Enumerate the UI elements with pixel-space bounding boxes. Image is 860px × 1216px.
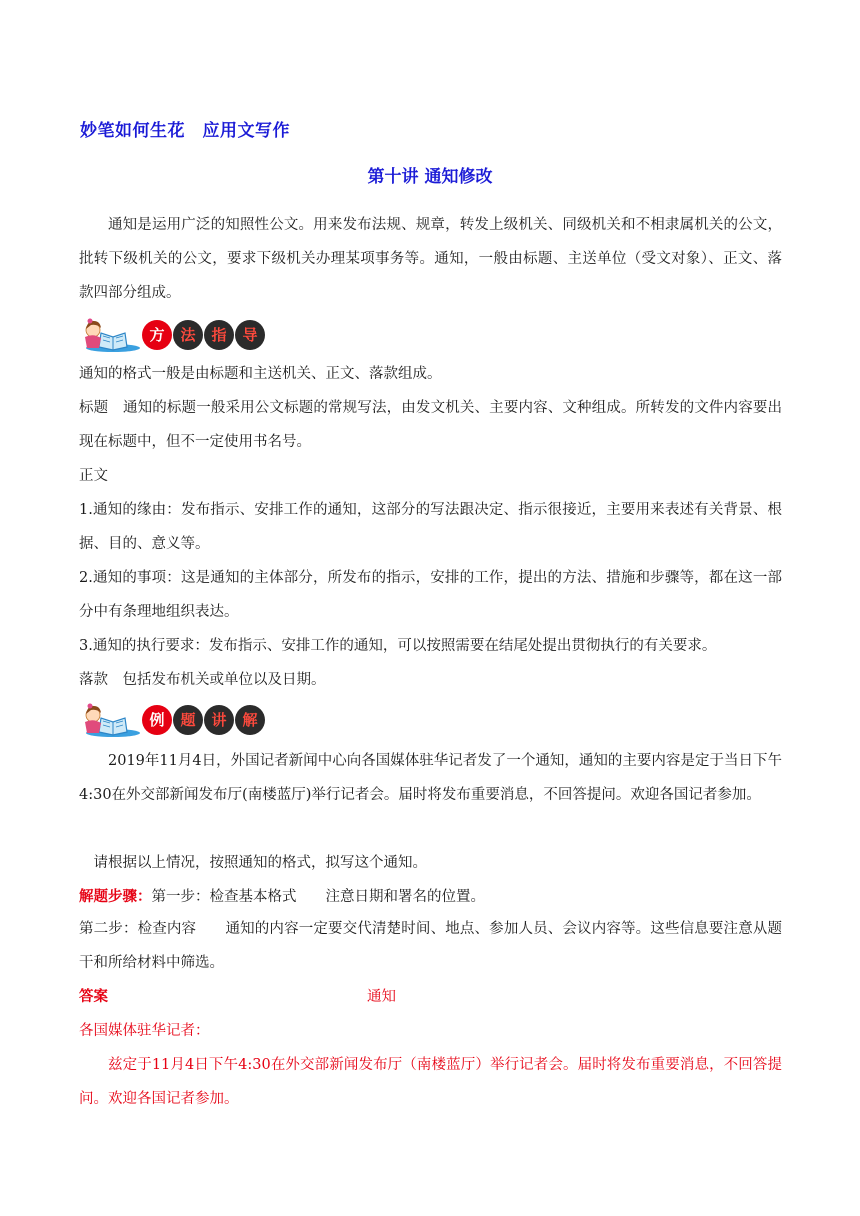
example-material: 2019年11月4日，外国记者新闻中心向各国媒体驻华记者发了一个通知，通知的主要内容是定于当日下午4:30在外交部新闻发布厅(南楼蓝厅)举行记者会。届时将发布重要消息，不回答提问。欢迎各国记者参加。	[79, 753, 782, 803]
answer-body: 兹定于11月4日下午4:30在外交部新闻发布厅（南楼蓝厅）举行记者会。届时将发布重要消息，不回答提问。欢迎各国记者参加。	[79, 1057, 782, 1107]
steps-line	[79, 880, 782, 914]
step-one: 第一步：检查基本格式 注意日期和署名的位置。	[151, 889, 485, 905]
list-item: 3.通知的执行要求：发布指示、安排工作的通知，可以按照需要在结尾处提出贯彻执行的有关要求。	[79, 638, 717, 654]
banner-char: 题	[173, 705, 203, 735]
banner-char: 方	[142, 320, 172, 350]
banner-char: 导	[235, 320, 265, 350]
step-two: 第二步：检查内容 通知的内容一定要交代清楚时间、地点、参加人员、会议内容等。这些信息要注意从题干和所给材料中筛选。	[79, 921, 782, 971]
answer-recipient: 各国媒体驻华记者：	[79, 1023, 210, 1039]
list-item: 2.通知的事项：这是通知的主体部分，所发布的指示，安排的工作，提出的方法、措施和步骤等，都在这一部分中有条理地组织表达。	[79, 570, 782, 620]
title-paragraph: 标题 通知的标题一般采用公文标题的常规写法，由发文机关、主要内容、文种组成。所转发的文件内容要出现在标题中，但不一定使用书名号。	[79, 400, 782, 450]
list-item: 1.通知的缘由：发布指示、安排工作的通知，这部分的写法跟决定、指示很接近，主要用来表述有关背景、根据、目的、意义等。	[79, 502, 782, 552]
steps-label: 解题步骤：	[79, 888, 152, 905]
banner-char: 指	[204, 320, 234, 350]
example-banner	[79, 702, 259, 738]
banner-char: 法	[173, 320, 203, 350]
series-title: 妙笔如何生花 应用文写作	[80, 121, 290, 141]
banner-char: 例	[142, 705, 172, 735]
format-line: 通知的格式一般是由标题和主送机关、正文、落款组成。	[79, 366, 442, 382]
banner-char: 讲	[204, 705, 234, 735]
intro-paragraph: 通知是运用广泛的知照性公文。用来发布法规、规章，转发上级机关、同级机关和不相隶属机关的公文，批转下级机关的公文，要求下级机关办理某项事务等。通知，一般由标题、主送单位（受文对象）、正文、落款四部分组成。	[79, 217, 782, 301]
example-task: 请根据以上情况，按照通知的格式，拟写这个通知。	[93, 855, 427, 871]
signoff-paragraph: 落款 包括发布机关或单位以及日期。	[79, 672, 326, 688]
answer-label: 答案	[79, 988, 108, 1005]
banner-char: 解	[235, 705, 265, 735]
lecture-title: 第十讲 通知修改	[367, 167, 493, 187]
method-guide-banner	[79, 317, 259, 353]
reading-girl-icon	[79, 317, 141, 353]
answer-notice-title: 通知	[367, 989, 396, 1005]
body-label: 正文	[79, 468, 108, 484]
reading-girl-icon	[79, 702, 141, 738]
